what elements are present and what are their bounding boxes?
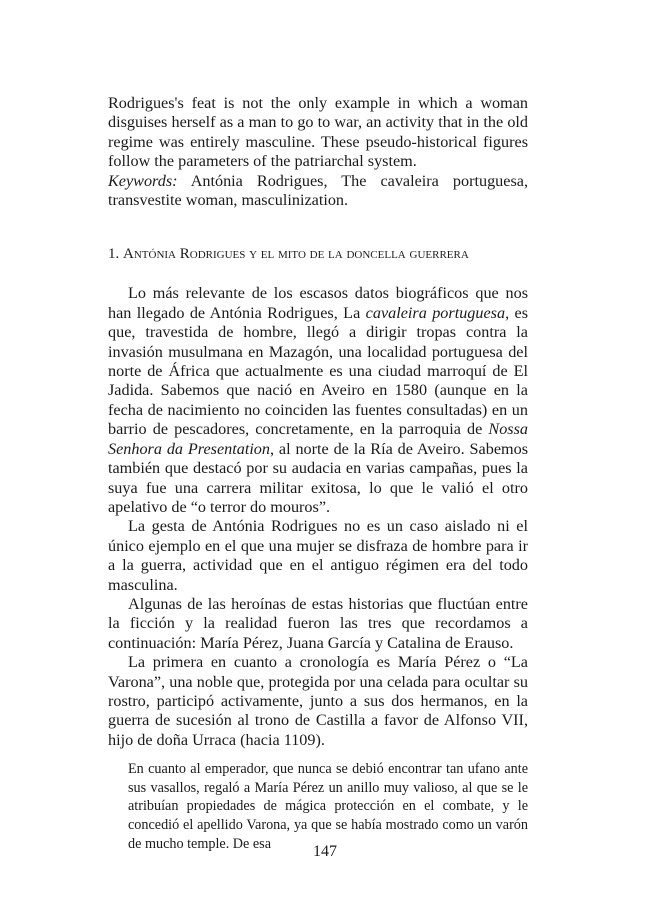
abstract-paragraph: Rodrigues's feat is not the only example in which a woman disguises herself as a man to go to war, an activity that in the old regime was entirely masculine. These pseudo-historical figures follow the parameters of the patriarchal system.: [108, 94, 528, 171]
keywords-label: Keywords:: [108, 171, 178, 190]
p1-text-b: , es que, travestida de hombre, llegó a dirigir tropas contra la invasión musulmana en Mazagón, una localidad portuguesa del norte de África que actualmente es una ciudad marroquí de El Jadida. Sabemos que nació en Aveiro en 1580 (aunque en la fecha de nacimiento no coinciden las fuentes consultadas) en un barrio de pescadores, concretamente, en la parroquia de: [108, 303, 529, 439]
p1-text-c: , al norte de la Ría de Aveiro. Sabemos también que destacó por su audacia en varias campañas, pues la suya fue una carrera militar exitosa, lo que le valió el otro apelativo de “o terror do mouros”.: [108, 439, 528, 516]
page-number: 147: [313, 843, 337, 860]
body-paragraph-3: Algunas de las heroínas de estas historias que fluctúan entre la ficción y la realidad fueron las tres que recordamos a continuación: María Pérez, Juana García y Catalina de Erauso.: [108, 594, 528, 652]
block-quote: En cuanto al emperador, que nunca se debió encontrar tan ufano ante sus vasallos, regaló a María Pérez un anillo muy valioso, al que se le atribuían propiedades de mágica protección en el combate, y le concedió el apellido Varona, ya que se había mostrado como un varón de mucho temple. De esa: [128, 761, 528, 852]
keywords-text: Antónia Rodrigues, The cavaleira portuguesa, transvestite woman, masculinization.: [108, 171, 528, 210]
p1-italic-cavaleira: cavaleira portuguesa: [365, 303, 506, 322]
p1-text-a: Lo más relevante de los escasos datos biográficos que nos han llegado de Antónia Rodrigues, La: [108, 284, 528, 322]
p1-italic-parish: Nossa Senhora da Presentation: [108, 420, 528, 458]
keywords-line: [108, 172, 528, 211]
page-body: [108, 94, 528, 853]
body-paragraph-2: La gesta de Antónia Rodrigues no es un caso aislado ni el único ejemplo en el que una mujer se disfraza de hombre para ir a la guerra, actividad que en el antiguo régimen era del todo masculina.: [108, 517, 528, 594]
body-paragraph-1: [108, 284, 528, 517]
body-paragraph-4: La primera en cuanto a cronología es María Pérez o “La Varona”, una noble que, protegida por una celada para ocultar su rostro, participó activamente, junto a sus dos hermanos, en la guerra de sucesión al trono de Castilla a favor de Alfonso VII, hijo de doña Urraca (hacia 1109).: [108, 653, 528, 749]
section-number: 1.: [108, 246, 123, 263]
section-heading: [108, 245, 528, 264]
section-title: Antónia Rodrigues y el mito de la doncella guerrera: [123, 246, 469, 263]
